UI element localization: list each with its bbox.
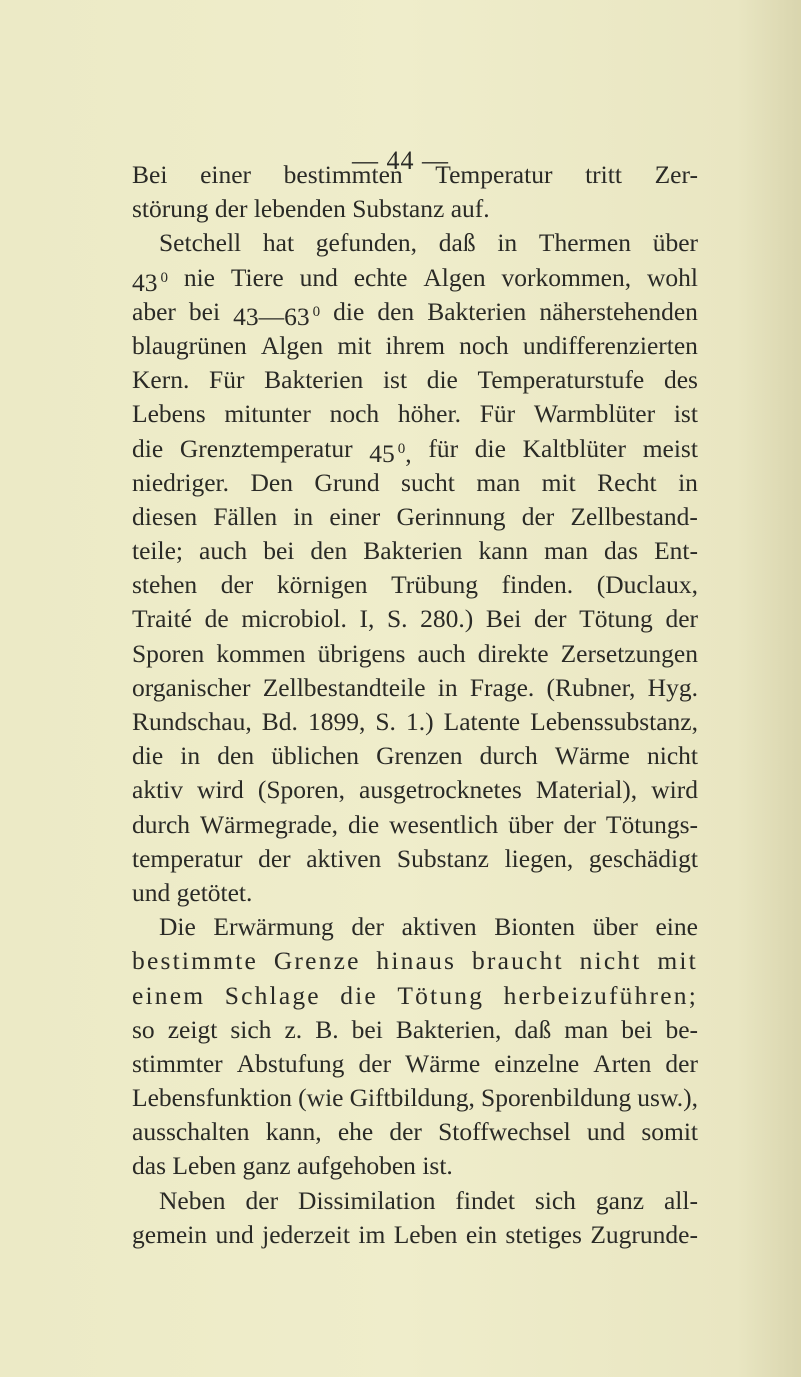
word: ein (465, 1219, 497, 1249)
word: wird (651, 775, 698, 805)
word: gemein (132, 1219, 208, 1249)
body-text (132, 158, 698, 1252)
word: Für (479, 399, 516, 429)
word: braucht (471, 946, 564, 976)
word: Algen (423, 262, 486, 292)
degree-superscript: 0 (312, 303, 321, 320)
word: auch (417, 638, 466, 668)
word: Schlage (224, 980, 321, 1010)
word: teile; (132, 536, 183, 566)
word: üblichen (271, 741, 360, 771)
word: finden. (501, 570, 574, 600)
word: zeigt (167, 1014, 218, 1044)
word: Bionten (494, 912, 575, 942)
word: be- (665, 1014, 698, 1044)
word: der (245, 1185, 279, 1215)
word: Bakterien (264, 365, 364, 395)
word: die (132, 433, 164, 463)
word: das (132, 1151, 166, 1181)
word: Bd. (261, 707, 298, 736)
word: S. (386, 604, 408, 634)
word: in (180, 741, 201, 771)
word: Tiere (230, 262, 284, 292)
word: Temperatur (435, 160, 553, 189)
word: Lebenssubstanz, (530, 707, 698, 736)
word: Algen (260, 330, 324, 360)
word: ehe (337, 1117, 374, 1147)
word: ist (382, 365, 408, 395)
text-line (132, 261, 698, 295)
word: Wärme (554, 741, 630, 771)
text-line (132, 158, 698, 192)
word: Grenzen (376, 741, 463, 771)
text-line (132, 910, 698, 944)
word: der (258, 843, 291, 873)
word: störung (132, 194, 209, 224)
word: kommen (216, 638, 306, 668)
text-line (132, 568, 698, 602)
word: man (544, 536, 588, 566)
word: aber (132, 296, 176, 326)
word: stehen (132, 570, 198, 600)
word: Dissimilation (298, 1185, 436, 1215)
word: Substanz (352, 194, 445, 224)
word: einem (132, 980, 206, 1010)
word: noch (329, 399, 380, 429)
word: durch (132, 809, 191, 839)
word: Lebens (132, 399, 206, 429)
word: der (220, 570, 254, 600)
word: der (665, 604, 698, 634)
word: sich (230, 1014, 272, 1044)
word: tritt (585, 160, 622, 189)
word: auf. (450, 194, 490, 224)
word: stimmter (132, 1048, 223, 1078)
word: in (678, 467, 698, 497)
word: Die (159, 912, 196, 942)
word: herbeizuführen; (503, 980, 698, 1010)
word: wohl (646, 262, 698, 292)
word: Warmblüter (533, 399, 656, 429)
word: bei (188, 296, 221, 326)
word: ihrem (385, 330, 445, 360)
text-line (132, 329, 698, 363)
word: Hyg. (647, 672, 698, 702)
word: die (132, 741, 164, 771)
word: I, (359, 604, 375, 634)
word: somit (641, 1117, 698, 1147)
word: Grund (314, 467, 380, 497)
degree-superscript: 0 (160, 269, 168, 286)
word: (Rubner, (546, 672, 636, 702)
word: Den (250, 467, 293, 497)
word: bei (351, 1014, 383, 1044)
word: bestimmten (283, 160, 403, 189)
word: Abstufung (236, 1048, 345, 1078)
word: geschädigt (588, 843, 698, 873)
text-line (132, 226, 698, 260)
word: für (428, 433, 459, 463)
word: Stoffwechsel (438, 1117, 571, 1147)
text-line (132, 192, 698, 226)
word: Grenze (273, 946, 361, 976)
word: B. (315, 1014, 339, 1044)
word: der (358, 1048, 392, 1078)
word: und (215, 1219, 254, 1249)
text-line (132, 466, 698, 500)
word: 43 0 (132, 261, 168, 295)
word: ausschalten (132, 1117, 250, 1147)
text-line (132, 1115, 698, 1149)
word: in (437, 672, 458, 702)
word: Neben (159, 1185, 226, 1215)
text-line (132, 1013, 698, 1047)
word: Thermen (538, 228, 631, 258)
word: Recht (597, 467, 657, 497)
word: Arten (593, 1048, 652, 1078)
word: näherstehenden (539, 296, 698, 326)
word: die (474, 433, 506, 463)
word: mitunter (224, 399, 311, 429)
word: Bakterien (427, 296, 527, 326)
text-line (132, 808, 698, 842)
word: ganz (595, 1185, 645, 1215)
word: bei (263, 536, 295, 566)
word: höher. (397, 399, 461, 429)
word: wesentlich (389, 809, 499, 839)
word: man (476, 467, 521, 497)
word: Erwärmung (213, 912, 334, 942)
text-line (132, 979, 698, 1013)
word: findet (455, 1185, 515, 1215)
text-line (132, 773, 698, 807)
word: 45 0, (369, 432, 411, 466)
word: des (663, 365, 698, 395)
text-line (132, 500, 698, 534)
word: Zellbestandteile (262, 672, 426, 702)
word: und (132, 877, 171, 907)
word: wird (197, 775, 244, 805)
word: mit (657, 946, 698, 976)
word: Wärmegrade, (200, 809, 339, 839)
word: nie (183, 262, 215, 292)
text-line (132, 1047, 698, 1081)
word: Rundschau, (132, 707, 252, 736)
word: diesen (132, 501, 198, 531)
text-line (132, 1184, 698, 1218)
word: 280.) (420, 604, 474, 634)
word: lebenden (253, 194, 346, 224)
word: Bakterien, (395, 1014, 502, 1044)
word: Temperaturstufe (477, 365, 645, 395)
word: direkte (477, 638, 549, 668)
word: meist (642, 433, 698, 463)
word: über (592, 912, 638, 942)
word: Fällen (213, 501, 278, 531)
word: der (351, 912, 384, 942)
word: aktiven (306, 843, 382, 873)
word: Trübung (391, 570, 479, 600)
word: Giftbildung, (349, 1083, 475, 1113)
word: der (665, 1048, 698, 1078)
word: sich (534, 1185, 576, 1215)
word: vorkommen, (501, 262, 632, 292)
text-line (132, 432, 698, 466)
word: 1899, (307, 707, 366, 736)
word: temperatur (132, 843, 243, 873)
word: mit (337, 330, 372, 360)
word: kann (478, 536, 529, 566)
page-number: — 44 — (352, 146, 449, 175)
word: usw.), (637, 1083, 698, 1113)
word: liegen, (504, 843, 574, 873)
word: über (508, 809, 554, 839)
text-line (132, 534, 698, 568)
word: einer (200, 160, 252, 189)
word: Sporenbildung (481, 1083, 632, 1113)
word: den (310, 536, 348, 566)
word: aktiven (401, 912, 477, 942)
text-line (132, 397, 698, 431)
word: Wärme (405, 1048, 481, 1078)
word: eine (655, 912, 698, 942)
word: die (426, 365, 458, 395)
word: ist. (422, 1151, 453, 1181)
word: über (652, 228, 698, 258)
word: sucht (401, 467, 455, 497)
word: echte (353, 262, 408, 292)
word: hinaus (376, 946, 457, 976)
word: Tötungs- (605, 809, 698, 839)
word: undifferenzierten (522, 330, 698, 360)
word: der (521, 501, 555, 531)
word: ganz (242, 1151, 291, 1181)
word: 1.) (405, 707, 434, 736)
word: den (377, 296, 415, 326)
word: de (204, 604, 229, 634)
word: der (533, 604, 567, 634)
word: Tötung (579, 604, 653, 634)
word: noch (459, 330, 509, 360)
text-line (132, 739, 698, 773)
word: aufgehoben (296, 1151, 416, 1181)
word: all- (663, 1185, 698, 1215)
word: Frage. (469, 672, 535, 702)
word: in (497, 228, 518, 258)
word: Latente (443, 707, 521, 736)
word: und (299, 262, 338, 292)
word: bestimmte (132, 946, 259, 976)
word: auch (199, 536, 248, 566)
word: durch (479, 741, 538, 771)
word: Lebensfunktion (132, 1083, 293, 1113)
word: das (604, 536, 639, 566)
word: der (563, 809, 596, 839)
word: mit (541, 467, 576, 497)
degree-superscript: 0 (397, 440, 406, 457)
word: so (132, 1014, 155, 1044)
word: hat (262, 228, 295, 258)
word: 43—63 0 (233, 295, 320, 329)
text-line (132, 602, 698, 636)
text-line (132, 842, 698, 876)
text-line (132, 671, 698, 705)
word: z. (284, 1014, 303, 1044)
word: man (564, 1014, 609, 1044)
word: Gerinnung (396, 501, 506, 531)
word: im (358, 1219, 386, 1249)
word: übrigens (317, 638, 406, 668)
word: Kern. (132, 365, 190, 395)
text-line (132, 363, 698, 397)
word: Ent- (654, 536, 698, 566)
word: der (389, 1117, 422, 1147)
word: Grenztemperatur (179, 433, 353, 463)
word: körnigen (276, 570, 368, 600)
word: (wie (298, 1083, 344, 1113)
word: Material), (535, 775, 638, 805)
word: getötet. (176, 877, 253, 907)
word: S. (375, 707, 396, 736)
word: jederzeit (262, 1219, 350, 1249)
word: (Sporen, (257, 775, 345, 805)
word: nicht (646, 741, 698, 771)
word: die (340, 980, 378, 1010)
text-line (132, 705, 698, 739)
text-line (132, 295, 698, 329)
text-line (132, 876, 698, 910)
word: Leben (393, 1219, 458, 1249)
word: ausgetrocknetes (359, 775, 522, 805)
word: Zer- (654, 160, 698, 189)
word: einer (329, 501, 381, 531)
word: microbiol. (241, 604, 347, 634)
word: in (293, 501, 314, 531)
word: Für (209, 365, 245, 395)
word: einzelne (494, 1048, 580, 1078)
word: stetiges (505, 1219, 582, 1249)
word: ist (673, 399, 698, 429)
text-line (132, 1218, 698, 1252)
word: niedriger. (132, 467, 230, 497)
word: daß (438, 228, 476, 258)
word: die (348, 809, 380, 839)
word: der (214, 194, 248, 224)
word: den (217, 741, 255, 771)
word: Zellbestand- (570, 501, 698, 531)
word: Substanz (396, 843, 489, 873)
word: blaugrünen (132, 330, 247, 360)
word: Zersetzungen (560, 638, 698, 668)
word: Leben (172, 1151, 237, 1181)
text-line (132, 1149, 698, 1183)
word: nicht (579, 946, 642, 976)
word: gefunden, (315, 228, 418, 258)
word: Sporen (132, 638, 205, 668)
word: daß (514, 1014, 552, 1044)
word: (Duclaux, (596, 570, 698, 600)
word: Zugrunde- (590, 1219, 698, 1249)
word: und (586, 1117, 626, 1147)
word: bei (621, 1014, 653, 1044)
word: kann, (265, 1117, 322, 1147)
word: Traité (132, 604, 192, 634)
text-line (132, 944, 698, 978)
text-line (132, 1081, 698, 1115)
word: die (333, 296, 365, 326)
word: Tötung (397, 980, 485, 1010)
word: Kaltblüter (522, 433, 626, 463)
word: Setchell (159, 228, 242, 258)
word: organischer (132, 672, 251, 702)
text-line (132, 637, 698, 671)
word: Bei (485, 604, 522, 634)
word: aktiv (132, 775, 183, 805)
word: Bei (132, 160, 168, 189)
word: Bakterien (363, 536, 463, 566)
